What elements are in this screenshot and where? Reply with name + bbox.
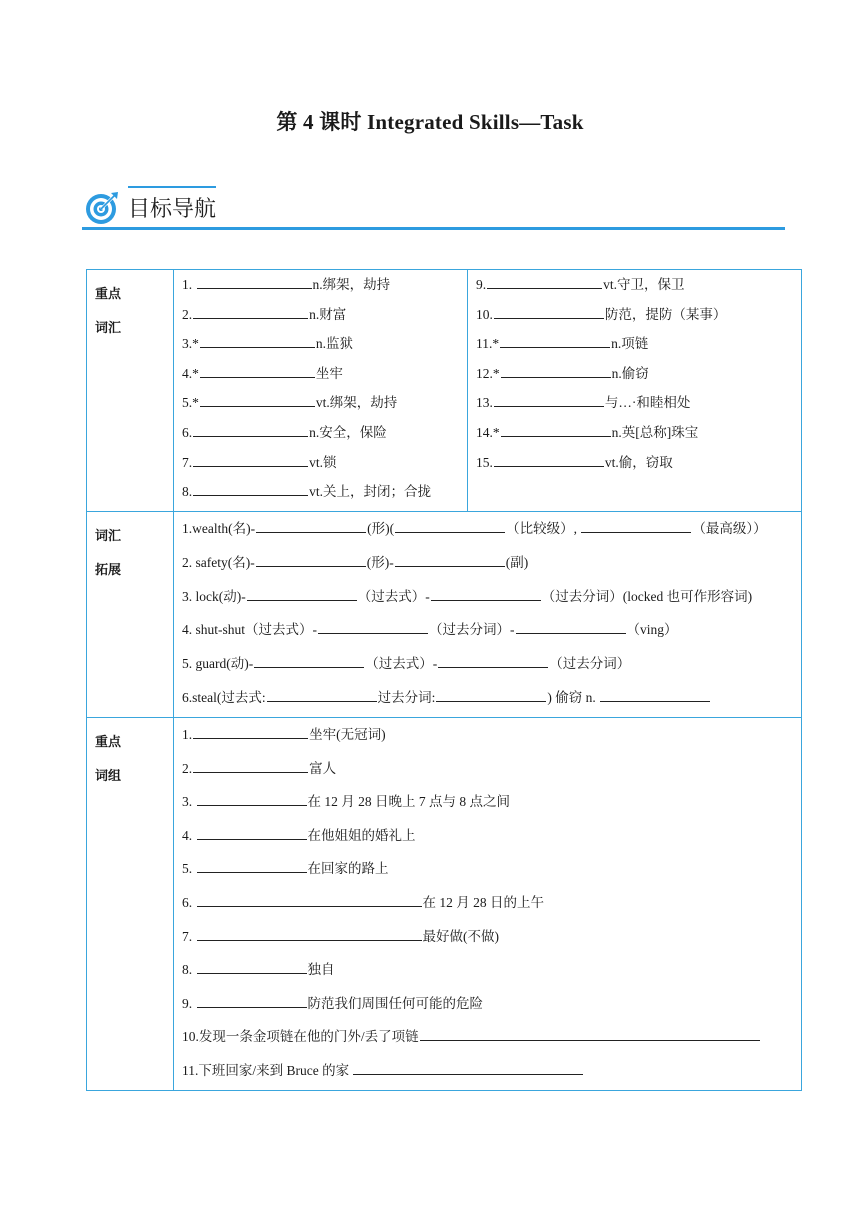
phrase-item: 7. 最好做(不做): [174, 920, 801, 954]
vocab-item: 8. vt.关上，封闭；合拢: [174, 477, 467, 507]
target-icon: [84, 190, 120, 226]
vocab-item: 9. vt.守卫，保卫: [468, 270, 801, 300]
expansion-section: [87, 512, 802, 718]
banner-label: 目标导航: [128, 197, 217, 222]
answer-blank[interactable]: [254, 652, 364, 668]
answer-blank[interactable]: [197, 790, 307, 806]
phrase-item: 11.下班回家/来到 Bruce 的家: [174, 1054, 801, 1088]
vocab-category-cell: [87, 270, 174, 512]
phrases-section: [87, 718, 802, 1091]
vocab-item: 11.* n.项链: [468, 329, 801, 359]
answer-blank[interactable]: [395, 551, 505, 567]
worksheet-table: [86, 269, 802, 1091]
phrase-item: 8. 独自: [174, 953, 801, 987]
answer-blank[interactable]: [247, 585, 357, 601]
answer-blank[interactable]: [501, 421, 611, 437]
phrase-item: 6. 在 12 月 28 日的上午: [174, 886, 801, 920]
answer-blank[interactable]: [193, 303, 308, 319]
answer-blank[interactable]: [193, 480, 308, 496]
vocab-section: [87, 270, 802, 512]
answer-blank[interactable]: [197, 824, 307, 840]
answer-blank[interactable]: [197, 891, 422, 907]
expansion-item: 6.steal(过去式: 过去分词: ) 偷窃 n.: [174, 681, 801, 715]
vocab-item: 15. vt.偷，窃取: [468, 448, 801, 478]
banner-rule: [82, 227, 785, 230]
answer-blank[interactable]: [501, 362, 611, 378]
phrase-item: 3. 在 12 月 28 日晚上 7 点与 8 点之间: [174, 785, 801, 819]
answer-blank[interactable]: [197, 992, 307, 1008]
category-label: 拓展: [95, 563, 122, 578]
answer-blank[interactable]: [494, 391, 604, 407]
answer-blank[interactable]: [200, 332, 315, 348]
answer-blank[interactable]: [318, 618, 428, 634]
answer-blank[interactable]: [436, 686, 546, 702]
vocab-item: 2. n.财富: [174, 300, 467, 330]
category-label: 词汇: [95, 321, 122, 336]
vocab-item: 7. vt.锁: [174, 448, 467, 478]
vocab-item: 6. n.安全，保险: [174, 418, 467, 448]
vocab-item: 13. 与…·和睦相处: [468, 388, 801, 418]
category-label: 词组: [95, 769, 122, 784]
answer-blank[interactable]: [487, 273, 602, 289]
answer-blank[interactable]: [516, 618, 626, 634]
answer-blank[interactable]: [600, 686, 710, 702]
answer-blank[interactable]: [197, 958, 307, 974]
vocab-right-column: [468, 270, 802, 512]
phrase-item: 2. 富人: [174, 752, 801, 786]
answer-blank[interactable]: [256, 551, 366, 567]
answer-blank[interactable]: [353, 1059, 583, 1075]
answer-blank[interactable]: [193, 757, 308, 773]
answer-blank[interactable]: [431, 585, 541, 601]
vocab-item: 3.* n.监狱: [174, 329, 467, 359]
phrases-category-cell: [87, 718, 174, 1091]
expansion-item: 1.wealth(名)- (形)( （比较级）, （最高级））: [174, 512, 801, 546]
vocab-left-column: [174, 270, 468, 512]
answer-blank[interactable]: [581, 517, 691, 533]
answer-blank[interactable]: [494, 303, 604, 319]
answer-blank[interactable]: [267, 686, 377, 702]
answer-blank[interactable]: [193, 723, 308, 739]
section-banner: [82, 186, 785, 230]
phrase-item: 9. 防范我们周围任何可能的危险: [174, 987, 801, 1021]
expansion-content: [174, 512, 802, 718]
answer-blank[interactable]: [256, 517, 366, 533]
answer-blank[interactable]: [420, 1025, 760, 1041]
answer-blank[interactable]: [193, 451, 308, 467]
vocab-item: 5.* vt.绑架，劫持: [174, 388, 467, 418]
answer-blank[interactable]: [197, 857, 307, 873]
answer-blank[interactable]: [395, 517, 505, 533]
answer-blank[interactable]: [500, 332, 610, 348]
banner-top-line: [128, 186, 216, 188]
page-title: 第 4 课时 Integrated Skills—Task: [276, 110, 584, 134]
phrase-item: 4. 在他姐姐的婚礼上: [174, 819, 801, 853]
phrase-item: 1. 坐牢(无冠词): [174, 718, 801, 752]
expansion-item: 5. guard(动)- （过去式）- （过去分词）: [174, 647, 801, 681]
category-label: 词汇: [95, 529, 122, 544]
phrase-item: 10.发现一条金项链在他的门外/丢了项链: [174, 1020, 801, 1054]
phrases-content: [174, 718, 802, 1091]
answer-blank[interactable]: [197, 273, 312, 289]
vocab-item: 14.* n.英[总称]珠宝: [468, 418, 801, 448]
answer-blank[interactable]: [200, 391, 315, 407]
vocab-item: 4.* 坐牢: [174, 359, 467, 389]
phrase-item: 5. 在回家的路上: [174, 852, 801, 886]
answer-blank[interactable]: [200, 362, 315, 378]
category-label: 重点: [95, 735, 122, 750]
vocab-item: 12.* n.偷窃: [468, 359, 801, 389]
expansion-category-cell: [87, 512, 174, 718]
vocab-item: 10. 防范，提防（某事）: [468, 300, 801, 330]
category-label: 重点: [95, 287, 122, 302]
expansion-item: 4. shut-shut（过去式）- （过去分词）- （ving）: [174, 613, 801, 647]
expansion-item: 3. lock(动)- （过去式）- （过去分词）(locked 也可作形容词): [174, 580, 801, 614]
vocab-item: 1. n.绑架，劫持: [174, 270, 467, 300]
answer-blank[interactable]: [438, 652, 548, 668]
answer-blank[interactable]: [197, 925, 422, 941]
answer-blank[interactable]: [193, 421, 308, 437]
expansion-item: 2. safety(名)- (形)- (副): [174, 546, 801, 580]
answer-blank[interactable]: [494, 451, 604, 467]
